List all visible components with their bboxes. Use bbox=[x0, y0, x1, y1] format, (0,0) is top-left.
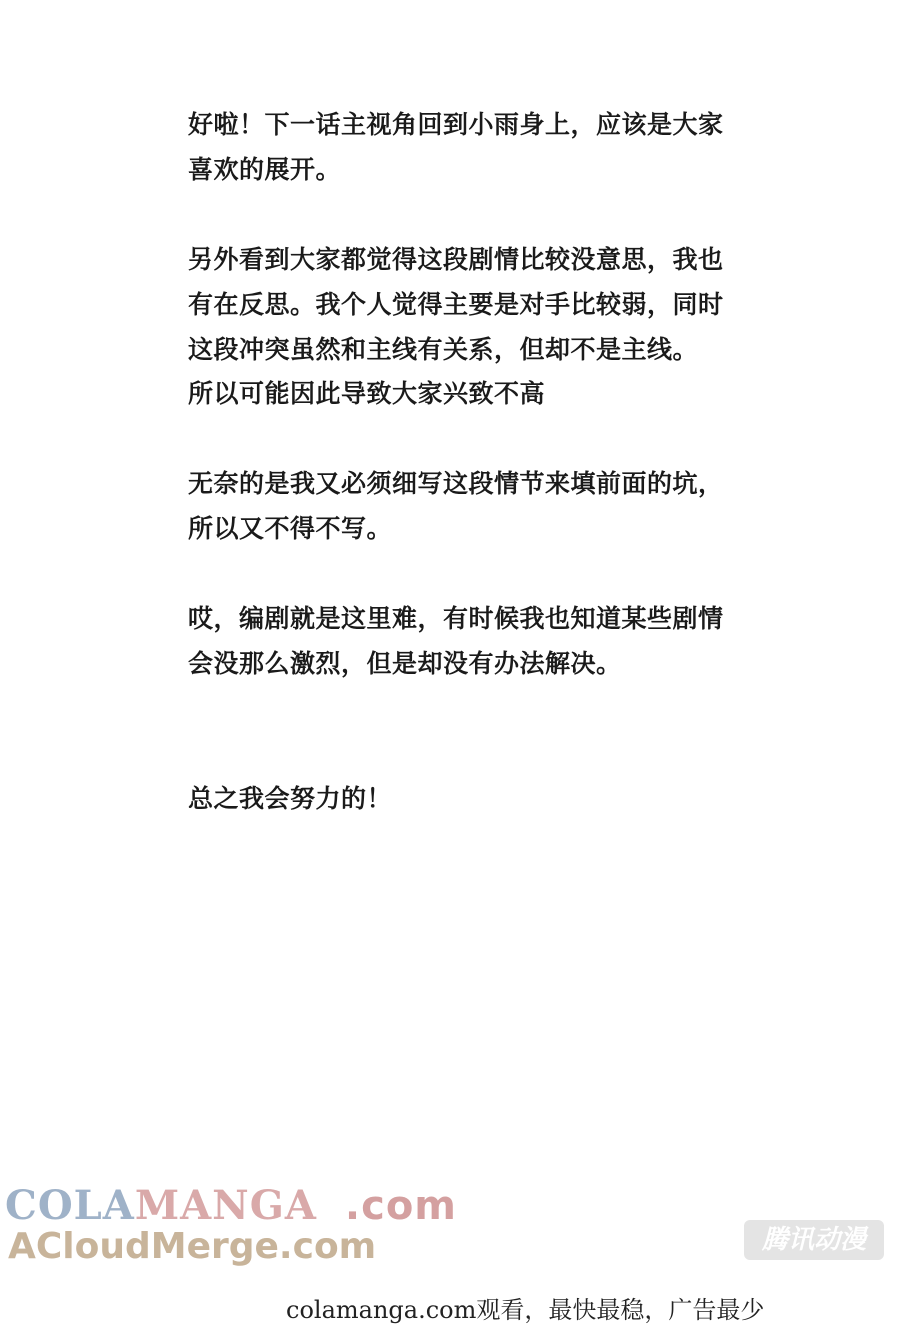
watermark-part2: MANGA bbox=[134, 1182, 317, 1229]
watermark-part3: .com bbox=[344, 1183, 457, 1229]
note-line: 所以可能因此导致大家兴致不高 bbox=[188, 379, 546, 408]
footer-text: colamanga.com观看，最快最稳，广告最少 bbox=[286, 1296, 765, 1324]
note-line: 另外看到大家都觉得这段剧情比较没意思，我也 bbox=[188, 245, 724, 274]
note-line: 总之我会努力的！ bbox=[188, 784, 393, 813]
note-line: 好啦！下一话主视角回到小雨身上，应该是大家 bbox=[188, 110, 724, 139]
note-line: 哎，编剧就是这里难，有时候我也知道某些剧情 bbox=[188, 604, 724, 633]
note-line: 所以又不得不写。 bbox=[188, 514, 393, 543]
note-line: 喜欢的展开。 bbox=[188, 155, 342, 184]
note-line: 这段冲突虽然和主线有关系，但却不是主线。 bbox=[188, 335, 699, 364]
note-line: 有在反思。我个人觉得主要是对手比较弱，同时 bbox=[188, 290, 724, 319]
acloudmerge-watermark: ACloudMerge.com bbox=[8, 1226, 377, 1267]
tencent-comic-logo: 腾讯动漫 bbox=[744, 1220, 884, 1260]
watermark-part1: COLA bbox=[5, 1182, 135, 1229]
note-line: 会没那么激烈，但是却没有办法解决。 bbox=[188, 649, 622, 678]
note-line: 无奈的是我又必须细写这段情节来填前面的坑， bbox=[188, 469, 724, 498]
colamanga-watermark bbox=[5, 1182, 457, 1229]
